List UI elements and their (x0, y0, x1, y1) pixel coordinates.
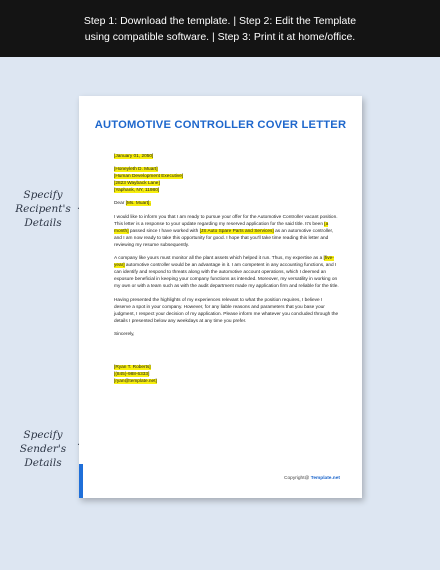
recipient-title: [Human Development Executive] (114, 174, 184, 180)
letter-date-block (114, 153, 340, 160)
recipient-block (114, 166, 340, 194)
page-accent-bar (79, 464, 83, 498)
closing: Sincerely, (114, 331, 135, 337)
copyright-footer: Copyright@ Template.net (284, 476, 340, 481)
recipient-details-label: Specify Recipent's Details (15, 189, 71, 229)
salutation-name: [Ms. Muart], (125, 201, 151, 207)
sender-name: [Ryan T. Roberts] (114, 364, 151, 370)
paragraph-3: Having presented the highlights of my experiences relevant to what the position requires, I believe I deserve a spot in your company. However, for any liable reasons and parameters that you base your judgment, I respect your decision of my application. Please inform me whatever you concluded through the details I presented below any weekdays at any time you prefer. (114, 297, 339, 324)
sender-block (114, 364, 340, 385)
recipient-name: [Honeyleth D. Muart] (114, 167, 158, 173)
company-field: [JS Auto Spare Parts and Services] (199, 228, 274, 234)
brand-link[interactable]: Template.net (310, 476, 340, 481)
letter-body (114, 153, 340, 391)
experience-years-field: [five-year] (114, 256, 334, 269)
letter-date: [January 01, 2050] (114, 154, 154, 159)
banner-line-1: Step 1: Download the template. | Step 2: Edit the Template (83, 14, 357, 27)
sender-email: [ryan@template.net] (114, 379, 157, 385)
paragraph-2: A company like yours must monitor all the plant assets which helped it run. Thus, my expertise as a [five-year] automotive controller would be an advantage in it. I am competent in any accounting functions, and I can identify and respond to threats along with the automotive account operations, which I deemed an exposure beneficial in keeping your company functions as intended. Moreover, my versatility in working on my own or with a team such as with the audit department made my application firm and reliable for the title. (114, 256, 339, 290)
letter-title: AUTOMOTIVE CONTROLLER COVER LETTER (94, 119, 347, 131)
letter-page (79, 96, 362, 498)
paragraph-1: I would like to inform you that I am ready to pursue your offer for the Automotive Controller vacant position. This letter is a response to your update regarding my reserved application for the said title. It's been [a month] passed since I have worked with [JS Auto Spare Parts and Services] as an automotive controller, and I am now ready to take this opportunity for good. I hope that you'll take time reading this letter and reviewing my resume subsequently. (114, 214, 338, 248)
instructions-banner (0, 0, 440, 57)
salutation: Dear [Ms. Muart], (114, 201, 151, 207)
sender-phone: [(845)-988-6333] (114, 372, 150, 378)
banner-line-2: using compatible software. | Step 3: Print it at home/office. (84, 30, 356, 43)
recipient-street: [2823 Wayback Lane] (114, 181, 160, 187)
recipient-city: [Yaphank, NY, 11980] (114, 188, 160, 194)
sender-details-label: Specify Sender's Details (19, 429, 67, 469)
duration-field: [a month] (114, 221, 329, 234)
